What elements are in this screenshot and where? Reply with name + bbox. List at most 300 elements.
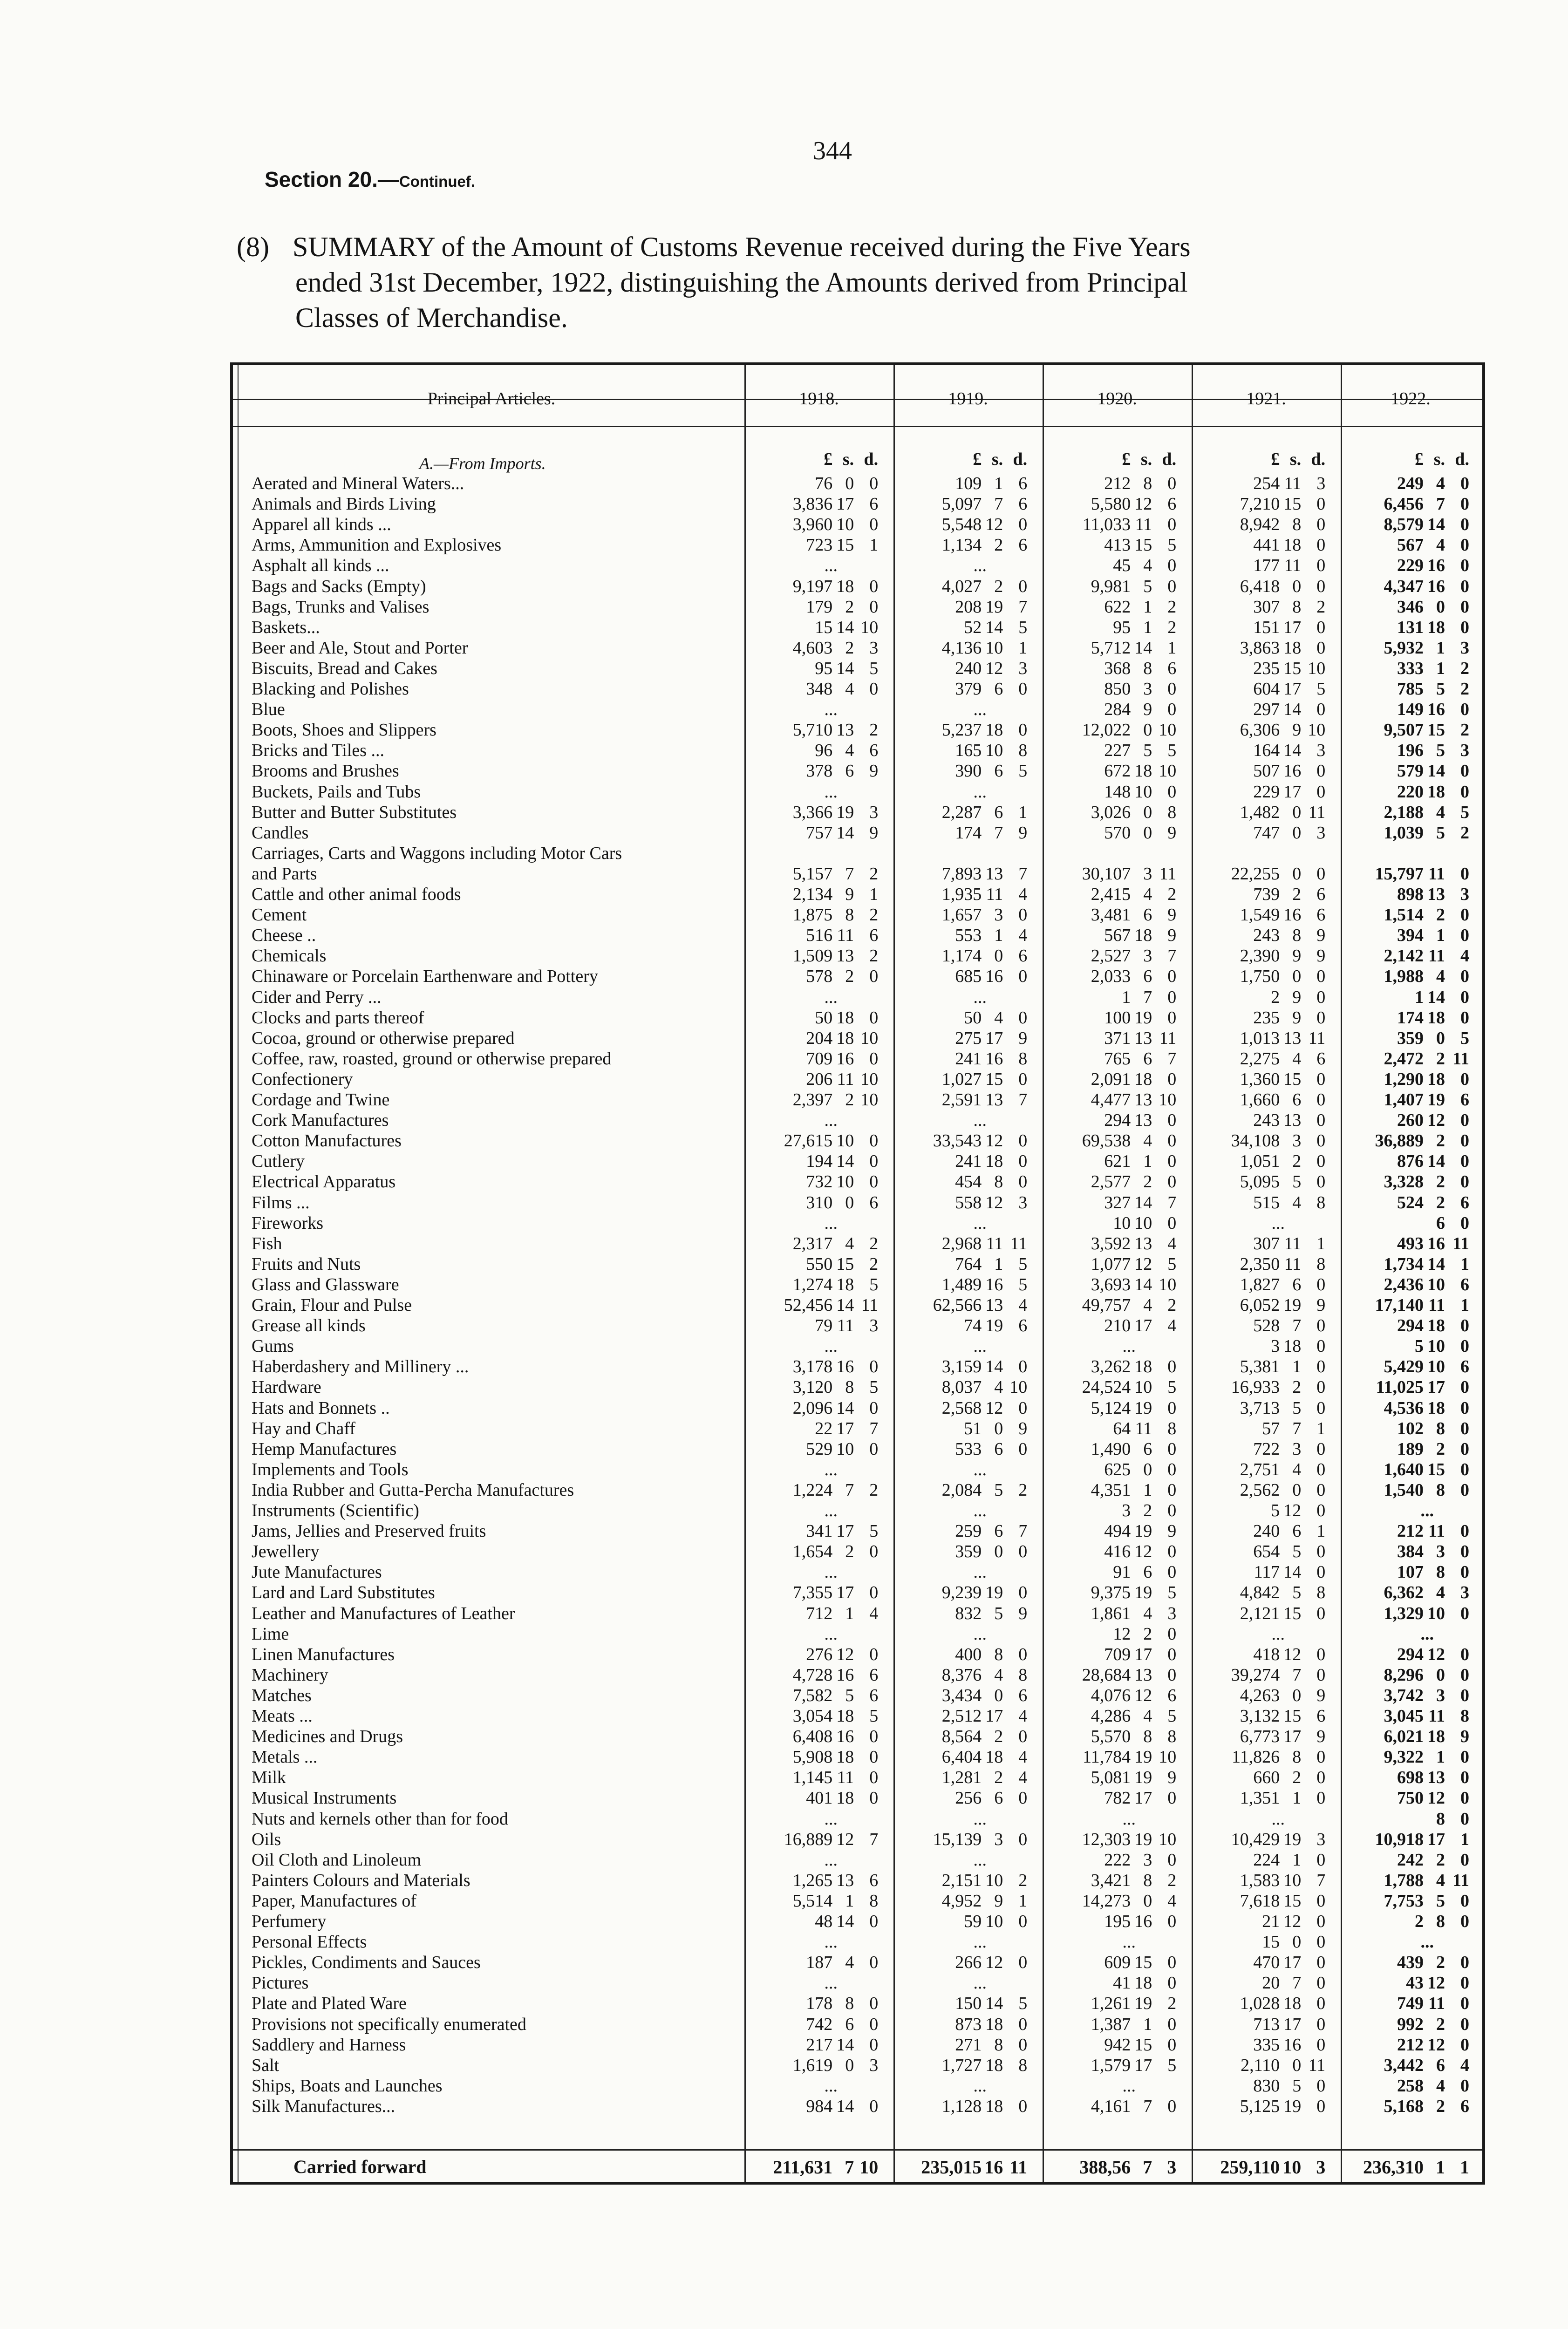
value-pounds: 3,836 [792, 494, 833, 514]
value-pence: 5 [1167, 741, 1177, 760]
value-pounds: 310 [806, 1193, 833, 1212]
value-shillings: 18 [836, 577, 854, 596]
value-pence: 7 [1167, 946, 1177, 966]
value-pounds: ... [824, 1110, 838, 1130]
value-pounds: 229 [1397, 556, 1424, 575]
summary-number: (8) [237, 232, 269, 262]
value-pounds: ... [973, 1336, 987, 1356]
value-pence: 0 [1316, 515, 1326, 534]
value-pounds: 256 [955, 1788, 982, 1808]
value-shillings: 5 [1292, 1542, 1302, 1561]
value-pence: 0 [1460, 1521, 1469, 1541]
article-name: Carriages, Carts and Waggons including Motor Cars [252, 844, 622, 863]
article-name: Brooms and Brushes [252, 761, 399, 781]
value-pounds: 6,456 [1384, 494, 1424, 514]
value-pounds: 5,157 [792, 864, 833, 884]
value-shillings: 17 [836, 1419, 854, 1438]
value-pounds: 242 [1397, 1850, 1424, 1870]
value-pounds: ... [824, 1809, 838, 1829]
value-pounds: 151 [1253, 618, 1280, 637]
value-shillings: 14 [1427, 515, 1445, 534]
value-pence: 6 [1460, 1090, 1469, 1110]
value-shillings: 19 [985, 597, 1003, 617]
value-shillings: 14 [836, 618, 854, 637]
value-shillings: 2 [1436, 905, 1445, 925]
value-pence: 0 [1460, 2076, 1469, 2096]
value-pounds: 187 [806, 1953, 833, 1972]
value-shillings: 18 [985, 720, 1003, 740]
value-pence: 0 [1018, 1172, 1028, 1192]
value-shillings: 17 [1134, 1645, 1152, 1664]
value-pence: 0 [1460, 1912, 1469, 1931]
value-shillings: 10 [1134, 782, 1152, 802]
value-pounds: 2,091 [1091, 1069, 1131, 1089]
value-pence: 1 [1316, 1234, 1326, 1253]
value-pounds: 558 [955, 1193, 982, 1212]
value-pence: 0 [1316, 700, 1326, 719]
value-pence: 0 [1460, 1172, 1469, 1192]
table-row [233, 1377, 1482, 1397]
value-pence: 7 [1018, 1521, 1028, 1541]
value-pence: 6 [869, 494, 879, 514]
value-pence: 9 [1316, 1295, 1326, 1315]
value-pence: 0 [1167, 1953, 1177, 1972]
value-pounds: 3,693 [1091, 1275, 1131, 1294]
table-row [233, 638, 1482, 658]
value-shillings: 12 [985, 1398, 1003, 1418]
value-shillings: 1 [1292, 1788, 1302, 1808]
value-pence: 0 [1316, 1768, 1326, 1787]
value-pence: 0 [1316, 1172, 1326, 1192]
value-shillings: 12 [1134, 1254, 1152, 1274]
table-row [233, 1932, 1482, 1952]
value-pounds: 2,033 [1091, 967, 1131, 986]
article-name: Boots, Shoes and Slippers [252, 720, 436, 740]
value-shillings: 14 [1283, 741, 1302, 760]
table-row [233, 925, 1482, 946]
value-pounds: 992 [1397, 2015, 1424, 2034]
value-pounds: ... [1122, 1932, 1136, 1952]
value-pounds: 622 [1104, 597, 1131, 617]
value-pounds: 21 [1262, 1912, 1280, 1931]
value-shillings: 11 [1428, 1706, 1445, 1726]
article-name: Cutlery [252, 1151, 305, 1171]
value-pounds: 698 [1397, 1768, 1424, 1787]
value-pounds: 2 [1415, 1912, 1424, 1931]
value-pence: 0 [869, 2015, 879, 2034]
value-shillings: 4 [1143, 1295, 1152, 1315]
article-name: Coffee, raw, roasted, ground or otherwise prepared [252, 1049, 612, 1069]
value-shillings: 8 [1436, 1912, 1445, 1931]
value-shillings: 17 [1427, 1377, 1445, 1397]
value-pounds: 570 [1104, 823, 1131, 843]
value-pounds: 5,081 [1091, 1768, 1131, 1787]
value-pence: 0 [869, 679, 879, 699]
article-name: Cheese .. [252, 926, 316, 945]
value-pence: 0 [1316, 1336, 1326, 1356]
value-shillings: 0 [994, 1419, 1003, 1438]
value-pounds: 284 [1104, 700, 1131, 719]
value-pounds: 413 [1104, 535, 1131, 555]
value-pence: 8 [1018, 741, 1028, 760]
value-pence: 8 [1167, 1419, 1177, 1438]
value-pounds: 2,084 [941, 1480, 982, 1500]
article-name: Grease all kinds [252, 1316, 366, 1335]
value-shillings: 0 [1292, 823, 1302, 843]
value-pence: 5 [1018, 618, 1028, 637]
value-shillings: 18 [985, 2097, 1003, 2116]
table-row [233, 1398, 1482, 1418]
value-shillings: 2 [845, 1090, 854, 1110]
value-pence: 0 [1316, 1151, 1326, 1171]
value-shillings: 16 [1427, 1234, 1445, 1253]
table-row [233, 555, 1482, 576]
value-pence: 2 [1167, 1295, 1177, 1315]
value-shillings: 18 [1427, 1069, 1445, 1089]
value-pence: 11 [1010, 1234, 1028, 1253]
value-pounds: 3,713 [1240, 1398, 1280, 1418]
value-pence: 2 [1460, 823, 1469, 843]
value-pounds: 390 [955, 761, 982, 781]
value-shillings: 4 [1143, 1604, 1152, 1623]
value-pence: 0 [1167, 2035, 1177, 2055]
value-pence: 0 [1167, 1665, 1177, 1685]
value-pounds: 249 [1397, 474, 1424, 493]
value-pounds: 2,142 [1384, 946, 1424, 966]
value-pence: 1 [869, 885, 879, 904]
value-pence: 0 [1018, 1069, 1028, 1089]
value-pence: 0 [1460, 1542, 1469, 1561]
value-pence: 5 [869, 1275, 879, 1294]
value-pounds: 8,942 [1240, 515, 1280, 534]
value-pounds: 765 [1104, 1049, 1131, 1069]
value-pence: 0 [1316, 1398, 1326, 1418]
value-shillings: 8 [1292, 515, 1302, 534]
value-pence: 11 [1452, 1871, 1469, 1890]
value-pounds: ... [973, 1562, 987, 1582]
value-shillings: 4 [994, 1008, 1003, 1028]
table-row [233, 1562, 1482, 1582]
value-shillings: 2 [994, 577, 1003, 596]
table-row [233, 1110, 1482, 1130]
value-pounds: 2,591 [941, 1090, 982, 1110]
value-pence: 0 [1167, 1172, 1177, 1192]
value-pence: 5 [1167, 1583, 1177, 1602]
value-pence: 0 [1460, 1069, 1469, 1089]
value-pence: 6 [869, 1665, 879, 1685]
value-shillings: 0 [1143, 1891, 1152, 1911]
article-name: Jute Manufactures [252, 1562, 382, 1582]
table-row [233, 1521, 1482, 1541]
value-shillings: 5 [1436, 1891, 1445, 1911]
value-pence: 0 [1167, 2097, 1177, 2116]
value-shillings: 7 [1143, 2097, 1152, 2116]
value-pounds: 439 [1397, 1953, 1424, 1972]
value-shillings: 8 [1436, 1562, 1445, 1582]
value-pounds: ... [973, 1809, 987, 1829]
value-pounds: 757 [806, 823, 833, 843]
article-name: Machinery [252, 1665, 328, 1685]
value-pence: 8 [869, 1891, 879, 1911]
table-row [233, 1090, 1482, 1110]
value-pounds: 4,286 [1091, 1706, 1131, 1726]
article-name: Jams, Jellies and Preserved fruits [252, 1521, 486, 1541]
value-pounds: ... [824, 1562, 838, 1582]
value-pounds: 36,889 [1375, 1131, 1424, 1151]
article-name: Linen Manufactures [252, 1645, 395, 1664]
value-pounds: 4,161 [1091, 2097, 1131, 2116]
value-pounds: 388,56 [1079, 2157, 1131, 2178]
article-name: Gums [252, 1336, 294, 1356]
value-shillings: 18 [985, 1747, 1003, 1767]
value-shillings: 18 [1283, 535, 1302, 555]
article-name: Chemicals [252, 946, 327, 966]
value-shillings: 0 [1292, 2056, 1302, 2075]
article-name: Animals and Birds Living [252, 494, 436, 514]
value-shillings: 18 [1134, 1069, 1152, 1089]
article-name: Milk [252, 1768, 286, 1787]
value-pounds: 470 [1253, 1953, 1280, 1972]
value-pounds: 524 [1397, 1193, 1424, 1212]
article-name: Plate and Plated Ware [252, 1994, 407, 2013]
value-shillings: 15 [1134, 2035, 1152, 2055]
value-pence: 0 [1018, 577, 1028, 596]
value-shillings: 4 [1292, 1193, 1302, 1212]
value-pence: 0 [1316, 1973, 1326, 1993]
value-pence: 6 [869, 741, 879, 760]
value-shillings: 13 [836, 1871, 854, 1890]
value-pounds: 235 [1253, 1008, 1280, 1028]
value-pence: 5 [1460, 803, 1469, 822]
table-row [233, 1706, 1482, 1726]
value-shillings: 15 [1427, 720, 1445, 740]
table-row [233, 843, 1482, 864]
table-row [233, 884, 1482, 905]
value-pence: 7 [869, 1830, 879, 1849]
value-shillings: 14 [985, 618, 1003, 637]
value-pence: 2 [869, 1234, 879, 1253]
value-pounds: 241 [955, 1049, 982, 1069]
article-name: Cocoa, ground or otherwise prepared [252, 1028, 515, 1048]
value-shillings: 14 [1427, 1151, 1445, 1171]
value-pounds: 3,421 [1091, 1871, 1131, 1890]
value-shillings: 19 [1134, 1768, 1152, 1787]
value-shillings: 16 [1283, 2035, 1302, 2055]
value-pence: 7 [1018, 1090, 1028, 1110]
table-row [233, 658, 1482, 679]
value-pounds: 95 [1113, 618, 1131, 637]
article-name: Cork Manufactures [252, 1110, 389, 1130]
value-pence: 9 [1018, 1028, 1028, 1048]
value-pounds: ... [824, 1932, 838, 1952]
value-pounds: 259,110 [1220, 2157, 1280, 2178]
value-shillings: 6 [1143, 1562, 1152, 1582]
value-pounds: 5,580 [1091, 494, 1131, 514]
value-shillings: 5 [1292, 1172, 1302, 1192]
value-pence: 0 [1460, 494, 1469, 514]
value-pounds: 4,842 [1240, 1583, 1280, 1602]
value-pounds: 3,132 [1240, 1706, 1280, 1726]
value-shillings: 6 [1292, 1275, 1302, 1294]
table-row [233, 1049, 1482, 1069]
table-row [233, 2035, 1482, 2055]
value-shillings: 2 [845, 597, 854, 617]
value-shillings: 0 [994, 1686, 1003, 1705]
value-pence: 10 [1308, 659, 1326, 678]
value-pounds: 9,507 [1384, 720, 1424, 740]
value-pence: 0 [1018, 1583, 1028, 1602]
value-pounds: 96 [815, 741, 833, 760]
table-row [233, 1028, 1482, 1049]
value-pounds: 241 [955, 1151, 982, 1171]
value-pence: 0 [1316, 1357, 1326, 1376]
table-row [233, 1213, 1482, 1233]
value-shillings: 12 [1427, 1110, 1445, 1130]
value-pounds: 27,615 [784, 1131, 833, 1151]
value-shillings: 7 [1292, 1419, 1302, 1438]
article-name: Personal Effects [252, 1932, 367, 1952]
value-shillings: 6 [994, 1439, 1003, 1459]
value-pounds: 177 [1253, 556, 1280, 575]
value-shillings: 2 [1143, 1172, 1152, 1192]
value-pence: 0 [1316, 864, 1326, 884]
value-shillings: 0 [1292, 1480, 1302, 1500]
value-shillings: 18 [1134, 761, 1152, 781]
value-pence: 0 [1018, 1788, 1028, 1808]
value-pence: 2 [1167, 597, 1177, 617]
value-shillings: 5 [845, 1686, 854, 1705]
value-shillings: 8 [1292, 1747, 1302, 1767]
value-pence: 0 [1167, 1151, 1177, 1171]
value-shillings: 4 [1143, 1706, 1152, 1726]
value-pounds: 8,037 [941, 1377, 982, 1397]
value-pence: 4 [1018, 926, 1028, 945]
value-pence: 10 [1159, 1090, 1177, 1110]
value-pounds: 194 [806, 1151, 833, 1171]
value-pounds: 400 [955, 1645, 982, 1664]
value-shillings: 4 [1436, 1583, 1445, 1602]
value-shillings: 6 [845, 761, 854, 781]
value-shillings: 13 [836, 946, 854, 966]
value-shillings: 14 [836, 1398, 854, 1418]
value-pounds: 528 [1253, 1316, 1280, 1335]
value-pence: 0 [1167, 1439, 1177, 1459]
value-shillings: 12 [836, 1830, 854, 1849]
value-pence: 9 [1316, 946, 1326, 966]
value-shillings: 6 [1292, 1090, 1302, 1110]
value-shillings: 18 [1427, 1398, 1445, 1418]
value-shillings: 0 [1436, 597, 1445, 617]
value-pounds: 276 [806, 1645, 833, 1664]
value-pence: 9 [1316, 1727, 1326, 1746]
value-pounds: 1,028 [1240, 1994, 1280, 2013]
value-pence: 0 [1460, 761, 1469, 781]
value-shillings: 7 [994, 823, 1003, 843]
value-shillings: 18 [1283, 1336, 1302, 1356]
value-pence: 0 [1460, 1562, 1469, 1582]
value-pence: 0 [1460, 474, 1469, 493]
value-pence: 0 [869, 2097, 879, 2116]
table-row [233, 1788, 1482, 1808]
value-pounds: 195 [1104, 1912, 1131, 1931]
value-pence: 0 [1460, 618, 1469, 637]
value-pence: 0 [1460, 926, 1469, 945]
value-pence: 5 [1018, 761, 1028, 781]
value-pounds: 50 [815, 1008, 833, 1028]
value-pence: 0 [869, 515, 879, 534]
value-pence: 0 [1316, 1542, 1326, 1561]
value-pence: 6 [1018, 494, 1028, 514]
value-shillings: 2 [1436, 1131, 1445, 1151]
value-shillings: 14 [1134, 1275, 1152, 1294]
value-pounds: 6,362 [1384, 1583, 1424, 1602]
value-shillings: 3 [1436, 1542, 1445, 1561]
article-name: Musical Instruments [252, 1788, 397, 1808]
value-pounds: 220 [1397, 782, 1424, 802]
value-pence: 6 [1460, 2097, 1469, 2116]
value-pence: 9 [1316, 926, 1326, 945]
value-shillings: 7 [1292, 1665, 1302, 1685]
value-shillings: 6 [1143, 905, 1152, 925]
value-pounds: 57 [1262, 1419, 1280, 1438]
value-pounds: 1 [1415, 987, 1424, 1007]
value-pence: 0 [1460, 1768, 1469, 1787]
value-pounds: 11,784 [1083, 1747, 1131, 1767]
value-shillings: 2 [1143, 1501, 1152, 1520]
value-pence: 9 [1167, 926, 1177, 945]
value-shillings: 18 [1283, 638, 1302, 658]
value-shillings: 18 [1427, 782, 1445, 802]
value-shillings: 1 [1436, 659, 1445, 678]
value-pence: 2 [1018, 1871, 1028, 1890]
article-name: Asphalt all kinds ... [252, 556, 389, 575]
value-pounds: 1,489 [941, 1275, 982, 1294]
value-shillings: 0 [845, 1193, 854, 1212]
value-pounds: ... [1271, 1624, 1285, 1644]
table-row [233, 1911, 1482, 1932]
value-pounds: 49,757 [1082, 1295, 1131, 1315]
value-pounds: 102 [1397, 1419, 1424, 1438]
value-pounds: 240 [1253, 1521, 1280, 1541]
value-pounds: ... [973, 1501, 987, 1520]
value-pounds: 1,051 [1240, 1151, 1280, 1171]
value-shillings: 11 [1284, 556, 1302, 575]
value-pence: 7 [1018, 597, 1028, 617]
value-pence: 1 [1460, 1254, 1469, 1274]
value-pounds: 24,524 [1082, 1377, 1131, 1397]
value-shillings: 0 [994, 946, 1003, 966]
value-pounds: 1,407 [1384, 1090, 1424, 1110]
value-shillings: 18 [836, 1747, 854, 1767]
article-name: Confectionery [252, 1069, 353, 1089]
value-pounds: 109 [955, 474, 982, 493]
value-pounds: 51 [964, 1419, 982, 1438]
value-shillings: 2 [994, 535, 1003, 555]
value-pounds: £ [1415, 449, 1424, 469]
value-pence: 0 [869, 1912, 879, 1931]
value-pence: 4 [1460, 2056, 1469, 2075]
value-shillings: 4 [1436, 803, 1445, 822]
value-shillings: 17 [1283, 618, 1302, 637]
value-shillings: 3 [1292, 1131, 1302, 1151]
value-pounds: 4,076 [1091, 1686, 1131, 1705]
article-name: Ships, Boats and Launches [252, 2076, 443, 2096]
article-name: Films ... [252, 1193, 310, 1212]
value-pounds: 579 [1397, 761, 1424, 781]
value-pounds: 15 [815, 618, 833, 637]
value-pence: 0 [1167, 1542, 1177, 1561]
value-pounds: 5,932 [1384, 638, 1424, 658]
